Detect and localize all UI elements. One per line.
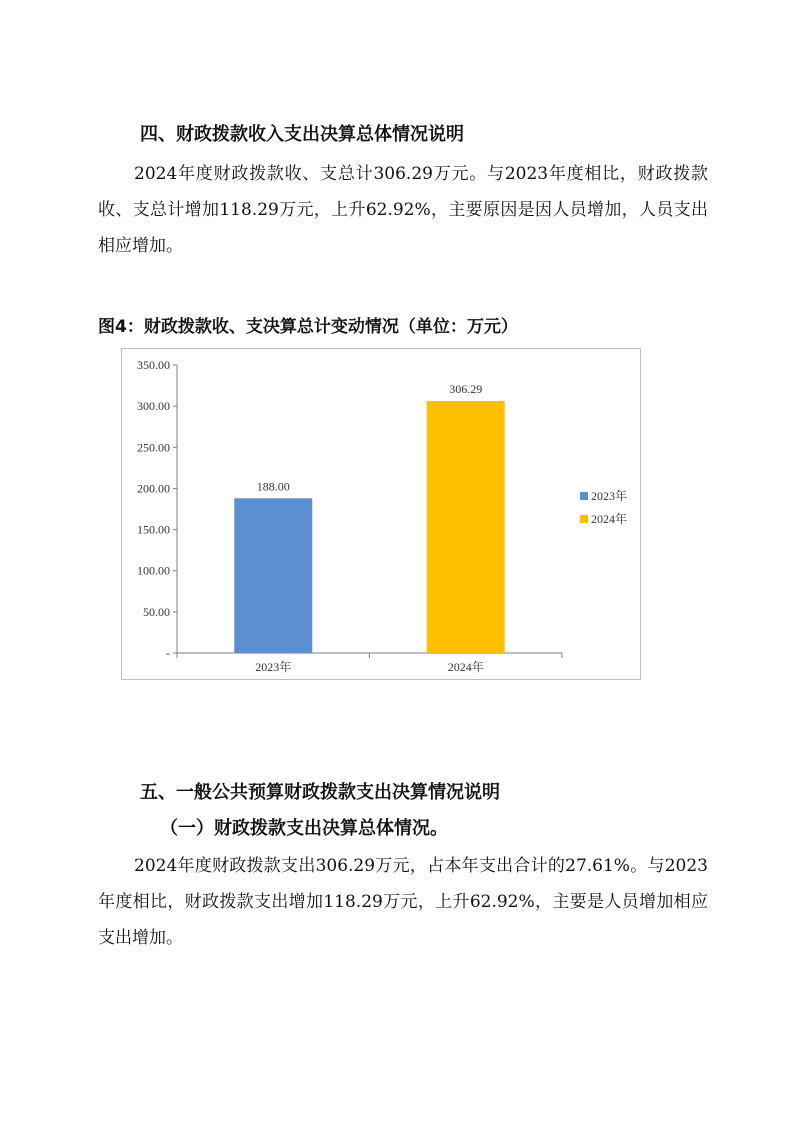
section5-paragraph: 2024年度财政拨款支出306.29万元，占本年支出合计的27.61%。与2023年度相比，财政拨款支出增加118.29万元，上升62.92%，主要是人员增加相应支出增加。	[98, 856, 708, 948]
section4-paragraph: 2024年度财政拨款收、支总计306.29万元。与2023年度相比，财政拨款收、支总计增加118.29万元，上升62.92%，主要原因是因人员增加，人员支出相应增加。	[98, 164, 708, 256]
legend-label: 2023年	[591, 489, 628, 503]
y-tick-label: 300.00	[137, 399, 170, 414]
y-tick-label: 200.00	[137, 481, 170, 496]
x-tick-label: 2024年	[447, 660, 484, 674]
y-tick-label: -	[166, 646, 170, 660]
y-tick-label: 100.00	[137, 563, 170, 578]
bar-2024年	[427, 401, 505, 653]
data-label: 306.29	[449, 381, 483, 396]
data-label: 188.00	[256, 479, 290, 494]
section5-subheading: （一）财政拨款支出决算总体情况。	[160, 818, 448, 839]
y-tick-label: 350.00	[137, 358, 170, 372]
bar-chart	[122, 349, 642, 681]
bar-2023年	[234, 498, 312, 653]
legend-label: 2024年	[591, 512, 628, 526]
chart-frame	[121, 348, 641, 680]
x-tick-label: 2023年	[255, 660, 292, 674]
y-tick-label: 150.00	[137, 522, 170, 537]
y-tick-label: 50.00	[143, 604, 170, 619]
section5-heading: 五、一般公共预算财政拨款支出决算情况说明	[140, 782, 500, 803]
section4-heading: 四、财政拨款收入支出决算总体情况说明	[140, 124, 464, 145]
figure-title: 图4：财政拨款收、支决算总计变动情况（单位：万元）	[98, 317, 518, 337]
legend-swatch	[580, 492, 588, 500]
legend-swatch	[580, 515, 588, 523]
y-tick-label: 250.00	[137, 440, 170, 455]
